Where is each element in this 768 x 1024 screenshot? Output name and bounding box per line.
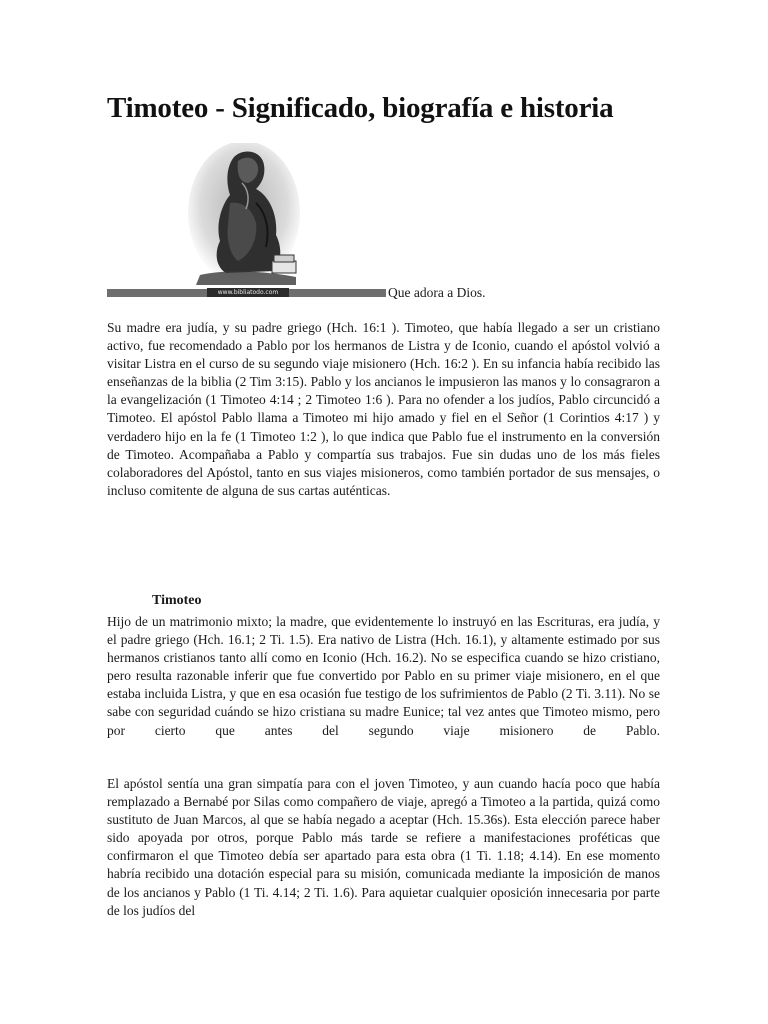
name-meaning: Que adora a Dios. bbox=[388, 285, 486, 300]
image-caption-bar bbox=[107, 289, 386, 297]
timothy-illustration bbox=[186, 143, 302, 285]
section-paragraph-2: El apóstol sentía una gran simpatía para con el joven Timoteo, y aun cuando hacía poco que había remplazado a Bernabé por Silas como compañero de viaje, apregó a Timoteo a la partida, quizá como sustituto de Juan Marcos, al que se había negado a aceptar (Hch. 15.36s). Esta elección parece haber sido apoyada por otros, porque Pablo más tarde se refiere a manifestaciones proféticas que confirmaron el que Timoteo debía ser apartado para esta obra (1 Ti. 1.18; 4.14). En ese momento habría recibido una dotación especial para su misión, comunicada mediante la imposición de manos de los ancianos y Pablo (1 Ti. 4.14; 2 Ti. 1.6). Para aquietar cualquier oposición innecesaria por parte de los judíos del bbox=[107, 776, 660, 918]
page-title: Timoteo - Significado, biografía e historia bbox=[107, 92, 614, 124]
section-heading: Timoteo bbox=[152, 593, 202, 608]
section-paragraph-1: Hijo de un matrimonio mixto; la madre, que evidentemente lo instruyó en las Escrituras, era judía, y el padre griego (Hch. 16.1; 2 Ti. 1.5). Era nativo de Listra (Hch. 16.1), y altamente estimado por sus hermanos cristianos tanto allí como en Iconio (Hch. 16.2). No se especifica cuando se hizo cristiano, pero resulta razonable inferir que fue convertido por Pablo en su primer viaje misionero, en el que estaba incluida Listra, y que en esa ocasión fue testigo de los sufrimientos de Pablo (2 Ti. 3.11). No se sabe con seguridad cuándo se hizo cristiana su madre Eunice; tal vez antes que Timoteo mismo, pero por cierto que antes del segundo viaje misionero de Pablo. bbox=[107, 614, 660, 738]
intro-paragraph: Su madre era judía, y su padre griego (Hch. 16:1 ). Timoteo, que había llegado a ser un cristiano activo, fue recomendado a Pablo por los hermanos de Listra y de Iconio, cuando el apóstol volvió a visitar Listra en el curso de su segundo viaje misionero (Hch. 16:2 ). En su infancia había recibido las enseñanzas de la biblia (2 Tim 3:15). Pablo y los ancianos le impusieron las manos y lo consagraron a la evangelización (1 Timoteo 4:14 ; 2 Timoteo 1:6 ). Para no ofender a los judíos, Pablo circuncidó a Timoteo. El apóstol Pablo llama a Timoteo mi hijo amado y fiel en el Señor (1 Corintios 4:17 ) y verdadero hijo en la fe (1 Timoteo 1:2 ), lo que indica que Pablo fue el instrumento en la conversión de Timoteo. Acompañaba a Pablo y compartía sus trabajos. Fue sin dudas uno de los más fieles colaboradores del Apóstol, tanto en sus viajes misioneros, como también portador de sus mensajes, o incluso comitente de alguna de sus cartas auténticas. bbox=[107, 320, 660, 498]
image-credit: www.bibliatodo.com bbox=[207, 288, 289, 297]
